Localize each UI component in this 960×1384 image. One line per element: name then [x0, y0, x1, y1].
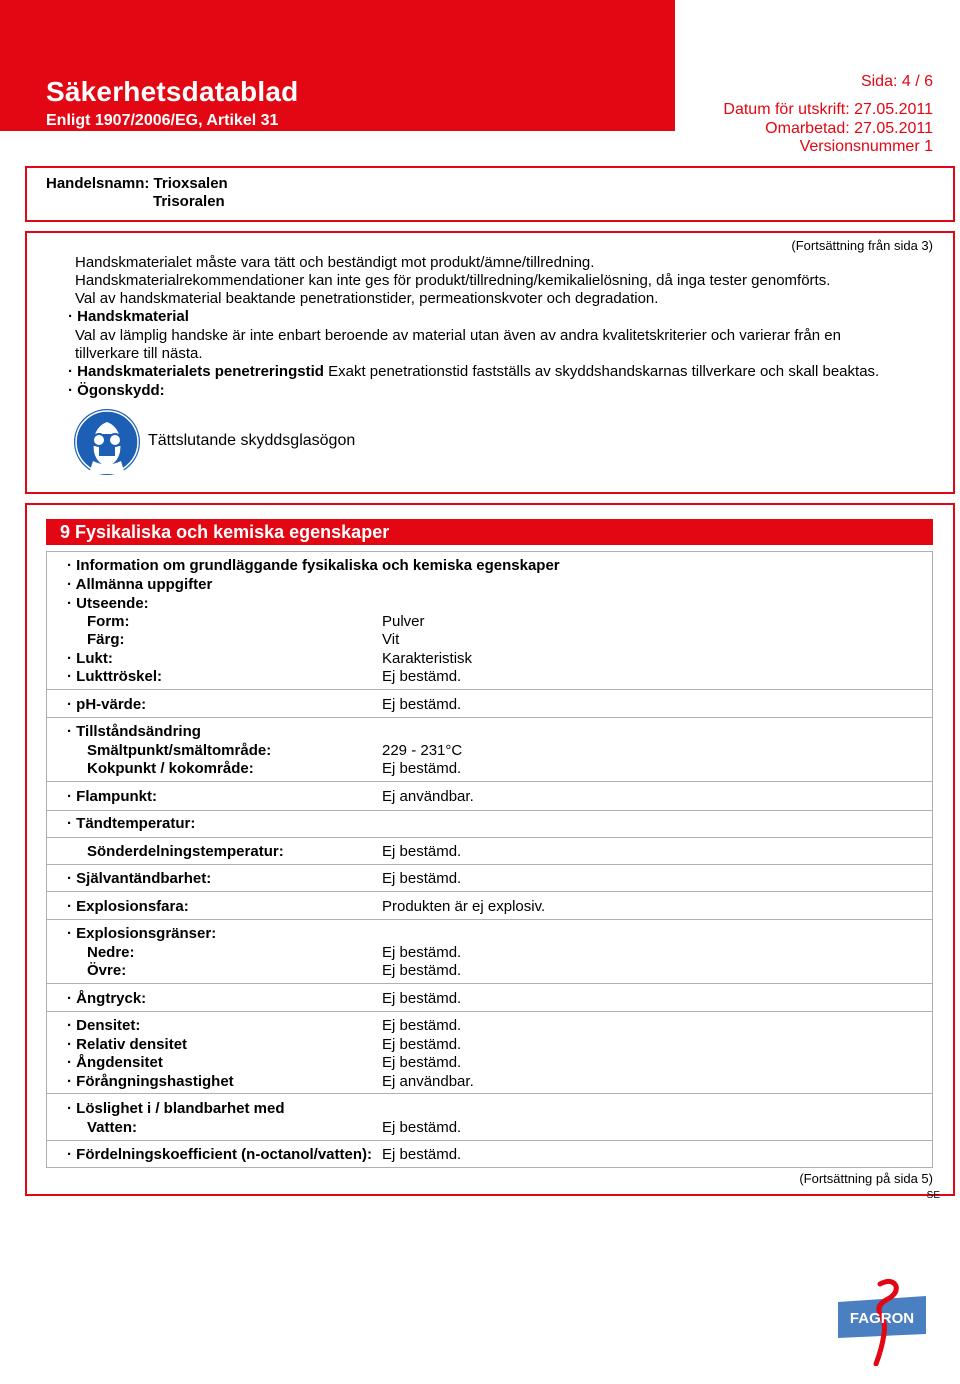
self-ignition-label: · Självantändbarhet: [67, 870, 212, 887]
odor-value: Karakteristisk [382, 650, 473, 667]
general-heading: · Allmänna uppgifter [67, 576, 213, 593]
ignition-label: · Tändtemperatur: [67, 815, 196, 832]
fagron-logo-text: FAGRON [849, 1310, 915, 1327]
color-label: Färg: [87, 631, 125, 648]
explosion-value: Produkten är ej explosiv. [382, 898, 546, 915]
continued-to: (Fortsättning på sida 5) [799, 1171, 933, 1186]
explosion-limits-label: · Explosionsgränser: [67, 925, 217, 942]
version-number: Versionsnummer 1 [799, 138, 933, 155]
form-value: Pulver [382, 613, 425, 630]
info-heading: · Information om grundläggande fysikaliska och kemiska egenskaper [67, 557, 560, 574]
fagron-logo [836, 1278, 928, 1366]
vapor-pressure-label: · Ångtryck: [67, 990, 147, 1007]
glove-material-label: · Handskmaterial [68, 308, 189, 325]
decomp-label: Sönderdelningstemperatur: [87, 843, 284, 860]
appearance-label: · Utseende: [67, 595, 149, 612]
flash-label: · Flampunkt: [67, 788, 157, 805]
glove-line-3: Val av handskmaterial beaktande penetrationstider, permeationskvoter och degradation. [75, 290, 659, 307]
water-value: Ej bestämd. [382, 1119, 462, 1136]
glove-line-2: Handskmaterialrekommendationer kan inte ges för produkt/tillredning/kemikalielösning, då inga tester genomförts. [75, 272, 831, 289]
ph-value: Ej bestämd. [382, 696, 462, 713]
vapor-density-label: · Ångdensitet [67, 1054, 163, 1071]
ph-label: · pH-värde: [67, 696, 147, 713]
water-label: Vatten: [87, 1119, 138, 1136]
lower-limit-label: Nedre: [87, 944, 135, 961]
decomp-value: Ej bestämd. [382, 843, 462, 860]
upper-limit-value: Ej bestämd. [382, 962, 462, 979]
density-label: · Densitet: [67, 1017, 141, 1034]
page-number: Sida: 4 / 6 [860, 73, 933, 90]
self-ignition-value: Ej bestämd. [382, 870, 462, 887]
partition-value: Ej bestämd. [382, 1146, 462, 1163]
penetration-label: · Handskmaterialets penetreringstid [68, 363, 324, 380]
relative-density-value: Ej bestämd. [382, 1036, 462, 1053]
melting-label: Smältpunkt/smältområde: [87, 742, 272, 759]
form-label: Form: [87, 613, 130, 630]
safety-goggles-icon [73, 408, 141, 476]
vapor-pressure-value: Ej bestämd. [382, 990, 462, 1007]
boiling-value: Ej bestämd. [382, 760, 462, 777]
solubility-label: · Löslighet i / blandbarhet med [67, 1100, 285, 1117]
odor-label: · Lukt: [67, 650, 113, 667]
glove-material-text-1: Val av lämplig handske är inte enbart beroende av material utan även av andra kvalitetskriterier och varierar från en [75, 327, 841, 344]
partition-label: · Fördelningskoefficient (n-octanol/vatten): [67, 1146, 373, 1163]
trade-name-alt: Trisoralen [153, 193, 225, 210]
document-subtitle: Enligt 1907/2006/EG, Artikel 31 [46, 112, 279, 129]
trade-name: Handelsnamn: Trioxsalen [46, 175, 228, 192]
evaporation-rate-label: · Förångningshastighet [67, 1073, 234, 1090]
lower-limit-value: Ej bestämd. [382, 944, 462, 961]
explosion-label: · Explosionsfara: [67, 898, 189, 915]
print-date: Datum för utskrift: 27.05.2011 [723, 101, 933, 118]
continued-from: (Fortsättning från sida 3) [791, 238, 933, 253]
language-code: SE [926, 1190, 940, 1201]
revised-date: Omarbetad: 27.05.2011 [765, 120, 933, 137]
odor-threshold-value: Ej bestämd. [382, 668, 462, 685]
flash-value: Ej användbar. [382, 788, 474, 805]
eye-protection-label: · Ögonskydd: [68, 382, 165, 399]
color-value: Vit [382, 631, 400, 648]
properties-table [46, 551, 933, 1168]
glove-line-1: Handskmaterialet måste vara tätt och beständigt mot produkt/ämne/tillredning. [75, 254, 595, 271]
glove-material-text-2: tillverkare till nästa. [75, 345, 203, 362]
odor-threshold-label: · Lukttröskel: [67, 668, 163, 685]
melting-value: 229 - 231°C [382, 742, 463, 759]
density-value: Ej bestämd. [382, 1017, 462, 1034]
vapor-density-value: Ej bestämd. [382, 1054, 462, 1071]
upper-limit-label: Övre: [87, 962, 127, 979]
state-change-label: · Tillståndsändring [67, 723, 201, 740]
penetration-time [68, 363, 879, 382]
penetration-text: Exakt penetrationstid fastställs av skyddshandskarnas tillverkare och skall beaktas. [328, 363, 880, 380]
relative-density-label: · Relativ densitet [67, 1036, 188, 1053]
boiling-label: Kokpunkt / kokområde: [87, 760, 254, 777]
eye-protection-text: Tättslutande skyddsglasögon [148, 432, 356, 449]
evaporation-rate-value: Ej användbar. [382, 1073, 474, 1090]
section9-title: 9 Fysikaliska och kemiska egenskaper [46, 519, 933, 545]
document-title: Säkerhetsdatablad [46, 76, 299, 107]
